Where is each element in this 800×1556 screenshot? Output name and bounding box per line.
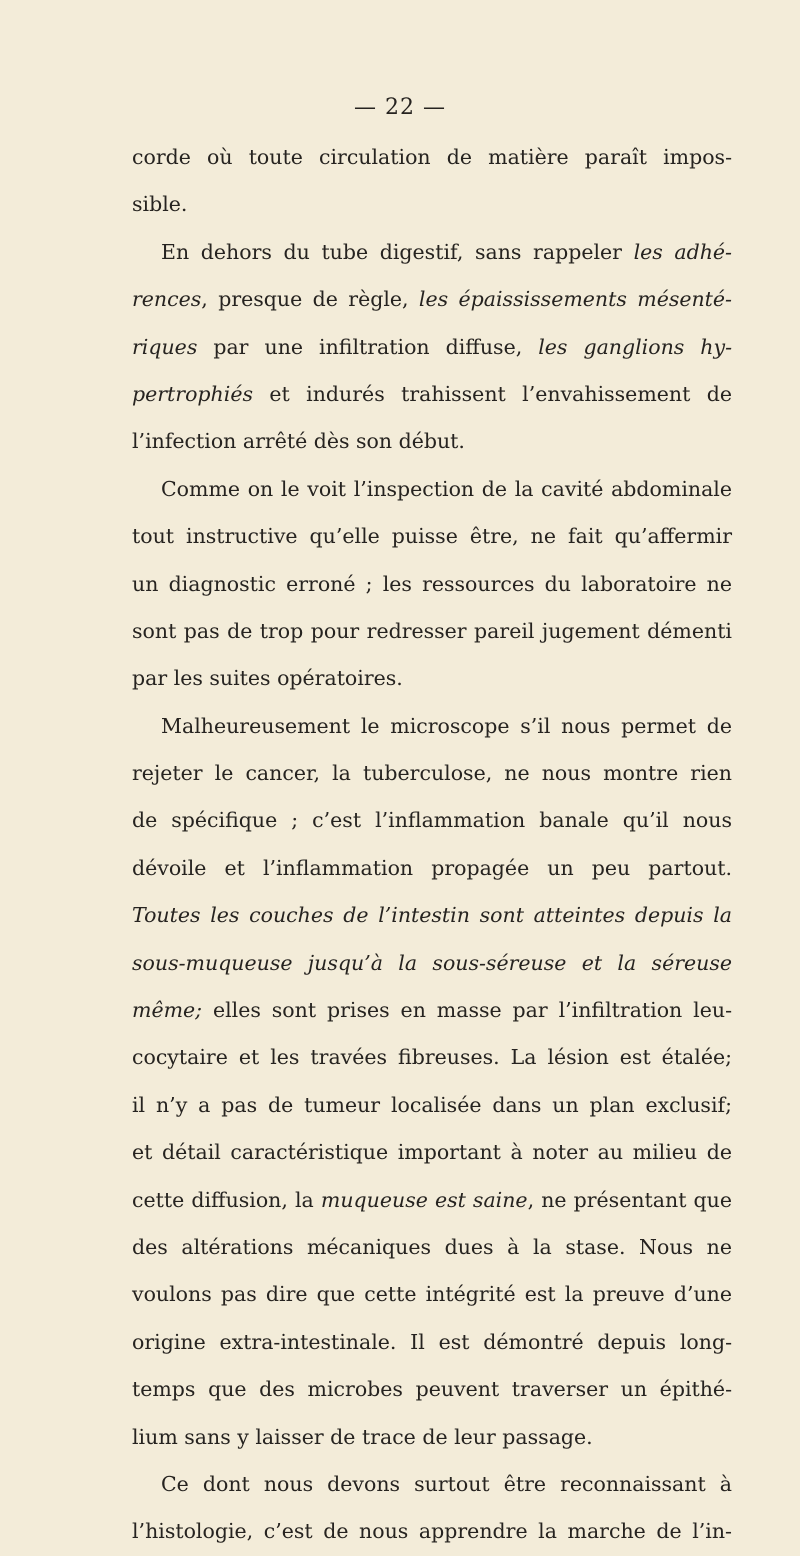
italic-segment: même;: [132, 998, 203, 1023]
italic-segment: pertrophiés: [132, 381, 253, 406]
text-segment: elles sont prises en masse par l’infiltration leu-: [202, 998, 732, 1023]
italic-segment: sous-muqueuse jusqu’à la sous-séreuse et la séreuse: [132, 950, 732, 975]
text-line: [132, 655, 732, 702]
text-line: [132, 1319, 732, 1366]
italic-segment: les adhé-: [633, 239, 732, 264]
italic-segment: les épaississements mésenté-: [418, 287, 732, 312]
text-segment: par les suites opératoires.: [132, 666, 403, 691]
text-segment: tout instructive qu’elle puisse être, ne fait qu’affermir: [132, 524, 732, 549]
text-line: [132, 1224, 732, 1271]
text-line: [132, 940, 732, 987]
text-line: [132, 892, 732, 939]
text-segment: temps que des microbes peuvent traverser un épithé-: [132, 1377, 732, 1402]
text-line: [132, 1034, 732, 1081]
text-segment: l’histologie, c’est de nous apprendre la marche de l’in-: [132, 1519, 732, 1544]
italic-segment: les ganglions hy-: [538, 334, 732, 359]
text-segment: cocytaire et les travées fibreuses. La lésion est étalée;: [132, 1045, 732, 1070]
text-line: [132, 797, 732, 844]
text-line: [132, 1461, 732, 1508]
text-line: [132, 513, 732, 560]
text-line: [132, 703, 732, 750]
text-segment: Malheureusement le microscope s’il nous permet de: [161, 713, 732, 738]
text-line: [132, 1414, 732, 1461]
text-line: [132, 371, 732, 418]
text-segment: cette diffusion, la: [132, 1187, 321, 1212]
text-line: [132, 276, 732, 323]
text-segment: Ce dont nous devons surtout être reconnaissant à: [161, 1471, 732, 1496]
text-segment: et indurés trahissent l’envahissement de: [252, 381, 732, 406]
page-number: — 22 —: [354, 95, 446, 120]
text-segment: lium sans y laisser de trace de leur passage.: [132, 1424, 593, 1449]
text-line: [132, 845, 732, 892]
text-segment: et détail caractéristique important à noter au milieu de: [132, 1140, 732, 1165]
text-segment: dévoile et l’inflammation propagée un peu partout.: [132, 855, 732, 880]
text-line: [132, 1271, 732, 1318]
text-line: [132, 229, 732, 276]
text-segment: En dehors du tube digestif, sans rappeler: [161, 239, 634, 264]
text-segment: des altérations mécaniques dues à la stase. Nous ne: [132, 1234, 732, 1259]
text-segment: sont pas de trop pour redresser pareil jugement démenti: [132, 618, 732, 643]
text-line: [132, 466, 732, 513]
text-segment: un diagnostic erroné ; les ressources du laboratoire ne: [132, 571, 732, 596]
body-text: [132, 134, 732, 1556]
text-segment: rejeter le cancer, la tuberculose, ne nous montre rien: [132, 761, 732, 786]
text-segment: de spécifique ; c’est l’inflammation banale qu’il nous: [132, 808, 732, 833]
text-segment: , presque de règle,: [201, 287, 419, 312]
text-segment: voulons pas dire que cette intégrité est la preuve d’une: [132, 1282, 732, 1307]
text-line: [132, 324, 732, 371]
text-segment: l’infection arrêté dès son début.: [132, 429, 465, 454]
italic-segment: riques: [132, 334, 198, 359]
text-line: [132, 987, 732, 1034]
italic-segment: muqueuse est saine: [320, 1187, 528, 1212]
italic-segment: Toutes les couches de l’intestin sont atteintes depuis la: [132, 903, 732, 928]
italic-segment: rences: [132, 287, 202, 312]
text-segment: corde où toute circulation de matière paraît impos-: [132, 145, 732, 169]
text-line: [132, 1177, 732, 1224]
text-segment: il n’y a pas de tumeur localisée dans un plan exclusif;: [132, 1092, 732, 1117]
text-line: [132, 1129, 732, 1176]
text-line: [132, 1508, 732, 1555]
text-segment: , ne présentant que: [527, 1187, 732, 1212]
text-line: [132, 181, 732, 228]
text-line: [132, 134, 732, 181]
text-line: [132, 750, 732, 797]
text-segment: sible.: [132, 192, 188, 217]
text-line: [132, 1366, 732, 1413]
text-segment: origine extra-intestinale. Il est démontré depuis long-: [132, 1329, 732, 1354]
text-line: [132, 1082, 732, 1129]
text-segment: par une infiltration diffuse,: [197, 334, 539, 359]
text-segment: Comme on le voit l’inspection de la cavité abdominale: [161, 476, 732, 501]
text-line: [132, 418, 732, 465]
text-line: [132, 561, 732, 608]
text-line: [132, 608, 732, 655]
